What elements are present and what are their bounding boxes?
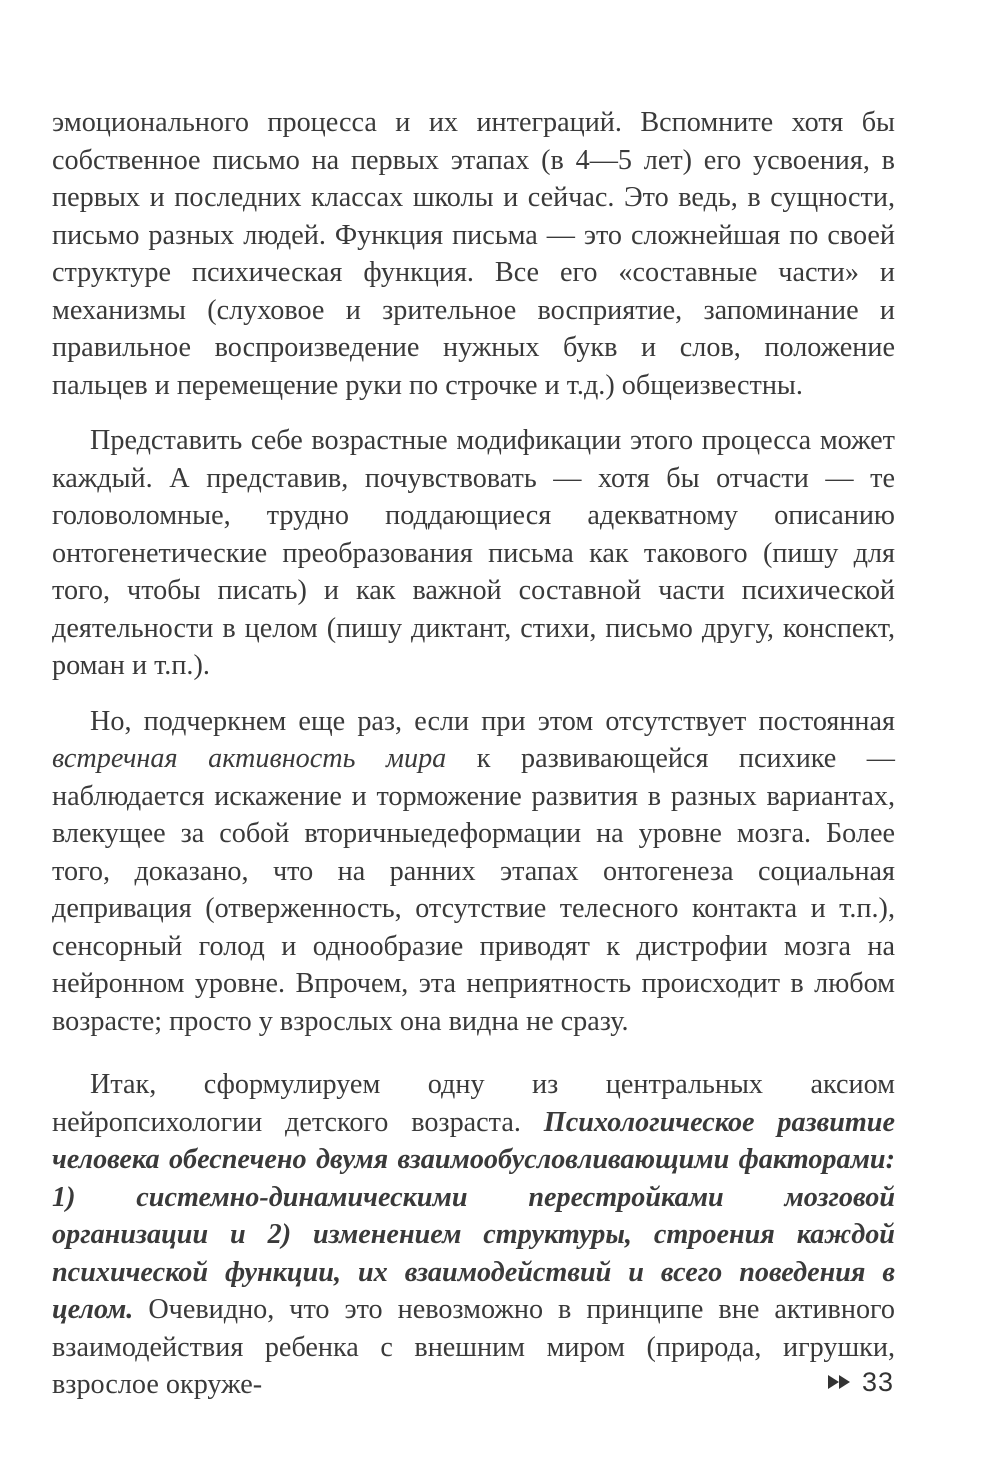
paragraph-3-italic-phrase: встречная активность мира — [52, 743, 447, 774]
double-arrow-right-icon-svg — [828, 1374, 852, 1390]
page-body — [52, 104, 895, 1404]
paragraph-4-text-end: Очевидно, что это невозможно в принципе вне активного взаимодействия ребенка с внешним миром (природа, игрушки, взрослое окруже- — [52, 1294, 895, 1400]
section-gap — [52, 1040, 895, 1066]
paragraph-3 — [52, 703, 895, 1041]
paragraph-2-text: Представить себе возрастные модификации этого процесса может каждый. А представив, почувствовать — хотя бы отчасти — те головоломные, трудно поддающиеся адекватному описанию онтогенетические преобразования письма как такового (пишу для того, чтобы писать) и как важной составной части психической деятельности в целом (пишу диктант, стихи, письмо другу, конспект, роман и т.п.). — [52, 425, 895, 681]
paragraph-4 — [52, 1066, 895, 1404]
paragraph-3-text-start: Но, подчеркнем еще раз, если при этом отсутствует постоянная — [90, 705, 895, 737]
page-number: 33 — [862, 1366, 895, 1397]
paragraph-4-text-start: Итак, сформулируем одну из центральных аксиом нейропсихологии детского возраста. — [52, 1069, 895, 1138]
double-arrow-right-icon — [828, 1374, 852, 1390]
paragraph-3-text-end: к развивающейся психике — наблюдается искажение и торможение развития в разных вариантах, влекущее за собой вторичныедеформации на уровне мозга. Более того, доказано, что на ранних этапах онтогенеза социальная депривация (отверженность, отсутствие телесного контакта и т.п.), сенсорный голод и однообразие приводят к дистрофии мозга на нейронном уровне. Впрочем, эта неприятность происходит в любом возрасте; просто у взрослых она видна не сразу. — [52, 743, 895, 1037]
paragraph-gap — [52, 685, 895, 703]
page-footer — [828, 1362, 908, 1402]
paragraph-1 — [52, 104, 895, 404]
paragraph-2 — [52, 422, 895, 685]
paragraph-1-text: эмоционального процесса и их интеграций. Вспомните хотя бы собственное письмо на первых этапах (в 4—5 лет) его усвоения, в первых и последних классах школы и сейчас. Это ведь, в сущности, письмо разных людей. Функция письма — это сложнейшая по своей структуре психическая функция. Все его «составные части» и механизмы (слуховое и зрительное восприятие, запоминание и правильное воспроизведение нужных букв и слов, положение пальцев и перемещение руки по строчке и т.д.) общеизвестны. — [52, 107, 895, 401]
paragraph-gap — [52, 404, 895, 422]
paragraph-4-axiom-bold: Психологическое развитие человека обеспечено двумя взаимообусловливающими факторами: 1) системно-динамическими перестройками мозговой организации и 2) изменением структуры, строения каждой психической функции, их взаимодействий и всего поведения в целом. — [52, 1106, 895, 1325]
